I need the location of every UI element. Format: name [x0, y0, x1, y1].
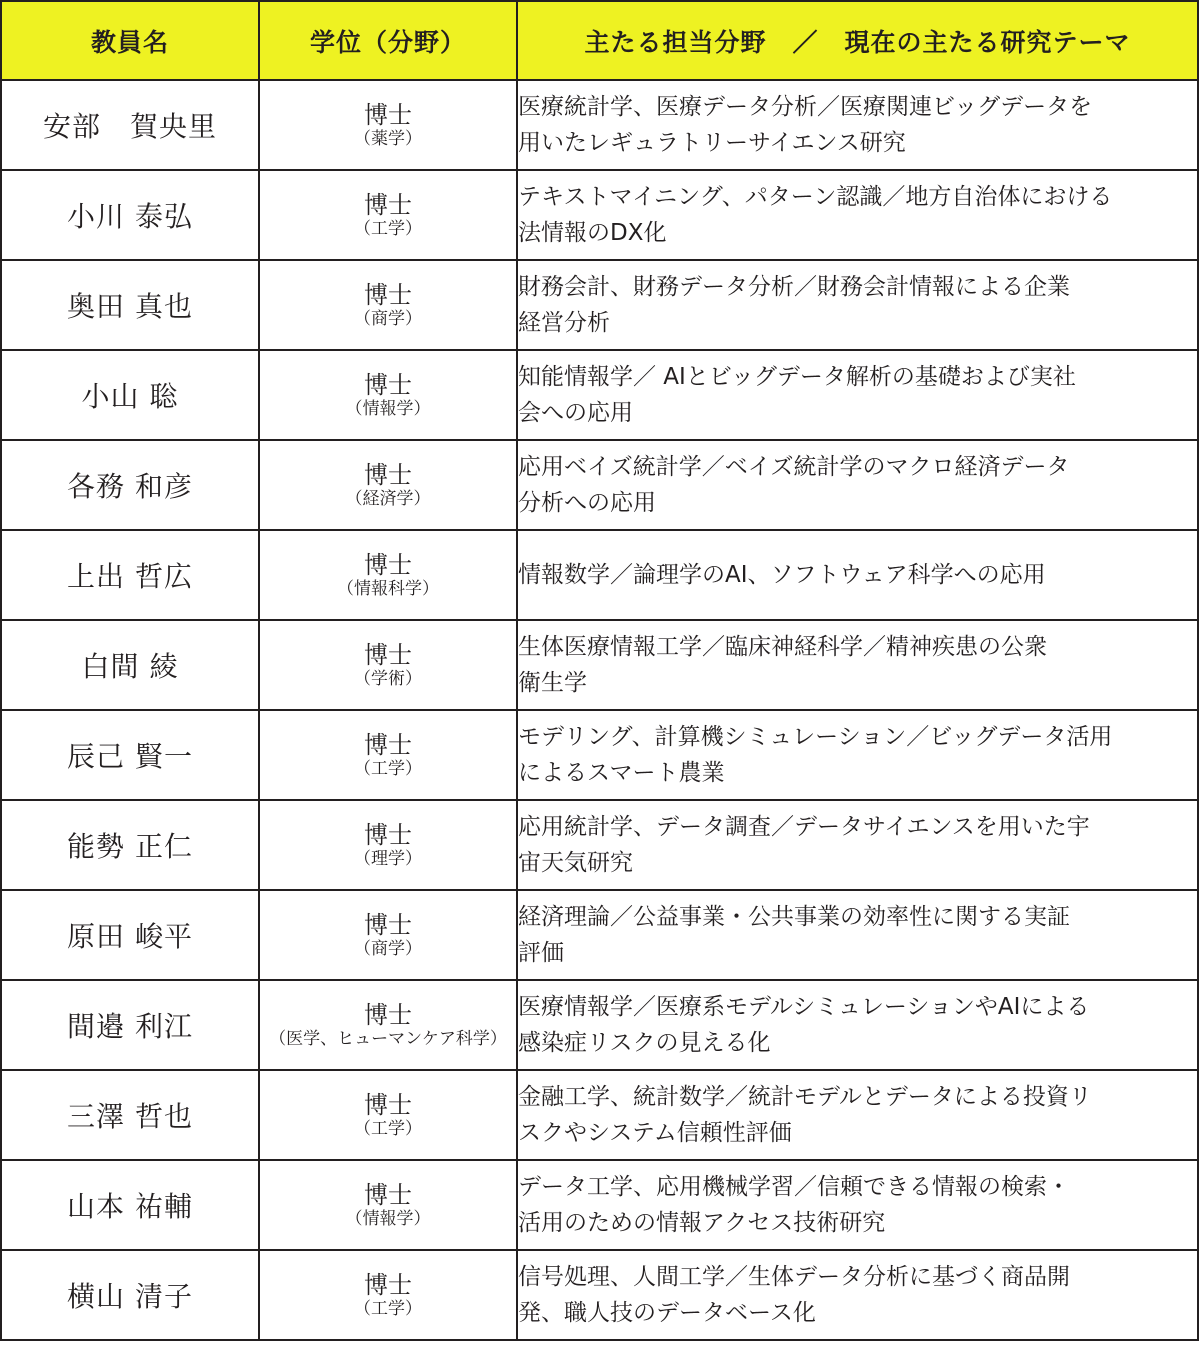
- research-line: によるスマート農業: [518, 760, 725, 786]
- degree-cell: [259, 350, 517, 440]
- faculty-name: 原田 峻平: [1, 890, 259, 980]
- research-cell: [517, 890, 1198, 980]
- faculty-name: 間邉 利江: [1, 980, 259, 1070]
- research-line: 発、職人技のデータベース化: [518, 1300, 816, 1326]
- research-cell: [517, 440, 1198, 530]
- degree-field: （情報学）: [345, 1208, 431, 1229]
- table-row: [1, 980, 1198, 1070]
- research-line: モデリング、計算機シミュレーション／ビッグデータ活用: [518, 724, 1113, 750]
- table-row: [1, 530, 1198, 620]
- research-cell: [517, 530, 1198, 620]
- faculty-name: 小川 泰弘: [1, 170, 259, 260]
- research-cell: [517, 80, 1198, 170]
- faculty-name: 上出 哲広: [1, 530, 259, 620]
- faculty-name: 白間 綾: [1, 620, 259, 710]
- faculty-name: 辰己 賢一: [1, 710, 259, 800]
- faculty-name: 奥田 真也: [1, 260, 259, 350]
- faculty-name: 山本 祐輔: [1, 1160, 259, 1250]
- degree-field: （学術）: [354, 668, 422, 689]
- table-row: [1, 620, 1198, 710]
- research-line: 財務会計、財務データ分析／財務会計情報による企業: [518, 274, 1070, 300]
- header-research: 主たる担当分野 ／ 現在の主たる研究テーマ: [517, 1, 1198, 80]
- degree-title: 博士: [364, 370, 412, 399]
- faculty-name: 三澤 哲也: [1, 1070, 259, 1160]
- faculty-name: 安部 賀央里: [1, 80, 259, 170]
- research-cell: [517, 1160, 1198, 1250]
- degree-cell: [259, 170, 517, 260]
- faculty-name: 能勢 正仁: [1, 800, 259, 890]
- research-cell: [517, 1250, 1198, 1340]
- degree-cell: [259, 1070, 517, 1160]
- research-line: 知能情報学／ AIとビッグデータ解析の基礎および実社: [518, 364, 1076, 390]
- degree-title: 博士: [364, 190, 412, 219]
- table-row: [1, 350, 1198, 440]
- degree-cell: [259, 1160, 517, 1250]
- table-row: [1, 710, 1198, 800]
- research-line: 応用統計学、データ調査／データサイエンスを用いた宇: [518, 814, 1090, 840]
- header-name: 教員名: [1, 1, 259, 80]
- degree-title: 博士: [364, 1000, 412, 1029]
- degree-cell: [259, 620, 517, 710]
- degree-field: （商学）: [354, 308, 422, 329]
- degree-field: （工学）: [354, 218, 422, 239]
- degree-cell: [259, 800, 517, 890]
- research-line: 宙天気研究: [518, 850, 633, 876]
- research-line: 医療情報学／医療系モデルシミュレーションやAIによる: [518, 994, 1090, 1020]
- research-line: 医療統計学、医療データ分析／医療関連ビッグデータを: [518, 94, 1093, 120]
- table-row: [1, 890, 1198, 980]
- faculty-name: 小山 聡: [1, 350, 259, 440]
- degree-cell: [259, 260, 517, 350]
- research-cell: [517, 980, 1198, 1070]
- degree-field: （工学）: [354, 758, 422, 779]
- research-cell: [517, 620, 1198, 710]
- degree-field: （工学）: [354, 1118, 422, 1139]
- table-row: [1, 260, 1198, 350]
- research-line: 応用ベイズ統計学／ベイズ統計学のマクロ経済データ: [518, 454, 1070, 480]
- degree-cell: [259, 710, 517, 800]
- degree-cell: [259, 530, 517, 620]
- research-line: スクやシステム信頼性評価: [518, 1120, 792, 1146]
- research-line: 感染症リスクの見える化: [518, 1030, 771, 1056]
- research-cell: [517, 710, 1198, 800]
- research-line: 生体医療情報工学／臨床神経科学／精神疾患の公衆: [518, 634, 1047, 660]
- degree-field: （工学）: [354, 1298, 422, 1319]
- research-cell: [517, 170, 1198, 260]
- research-line: 情報数学／論理学のAI、ソフトウェア科学への応用: [518, 562, 1046, 588]
- research-line: 金融工学、統計数学／統計モデルとデータによる投資リ: [518, 1084, 1092, 1110]
- degree-field: （薬学）: [354, 128, 422, 149]
- degree-field: （情報学）: [345, 398, 431, 419]
- research-cell: [517, 800, 1198, 890]
- degree-title: 博士: [364, 460, 412, 489]
- research-line: 信号処理、人間工学／生体データ分析に基づく商品開: [518, 1264, 1070, 1290]
- degree-field: （理学）: [354, 848, 422, 869]
- degree-title: 博士: [364, 280, 412, 309]
- degree-cell: [259, 890, 517, 980]
- research-line: 用いたレギュラトリーサイエンス研究: [518, 130, 906, 156]
- research-line: 分析への応用: [518, 490, 656, 516]
- degree-title: 博士: [364, 1180, 412, 1209]
- degree-title: 博士: [364, 820, 412, 849]
- research-line: 活用のための情報アクセス技術研究: [518, 1210, 886, 1236]
- table-row: [1, 1160, 1198, 1250]
- research-line: 法情報のDX化: [518, 220, 667, 246]
- degree-title: 博士: [364, 640, 412, 669]
- faculty-name: 各務 和彦: [1, 440, 259, 530]
- research-line: 会への応用: [518, 400, 633, 426]
- table-row: [1, 1250, 1198, 1340]
- degree-field: （情報科学）: [337, 578, 439, 599]
- degree-title: 博士: [364, 730, 412, 759]
- degree-title: 博士: [364, 550, 412, 579]
- degree-title: 博士: [364, 100, 412, 129]
- degree-cell: [259, 1250, 517, 1340]
- faculty-name: 横山 清子: [1, 1250, 259, 1340]
- research-line: 経済理論／公益事業・公共事業の効率性に関する実証: [518, 904, 1070, 930]
- degree-cell: [259, 980, 517, 1070]
- degree-field: （経済学）: [345, 488, 431, 509]
- table-row: [1, 1070, 1198, 1160]
- degree-title: 博士: [364, 1090, 412, 1119]
- degree-field: （商学）: [354, 938, 422, 959]
- degree-title: 博士: [364, 1270, 412, 1299]
- table-row: [1, 170, 1198, 260]
- research-cell: [517, 350, 1198, 440]
- research-line: データ工学、応用機械学習／信頼できる情報の検索・: [518, 1174, 1070, 1200]
- degree-title: 博士: [364, 910, 412, 939]
- research-line: 評価: [518, 940, 564, 966]
- header-row: [1, 1, 1198, 80]
- table-row: [1, 80, 1198, 170]
- research-cell: [517, 1070, 1198, 1160]
- degree-cell: [259, 440, 517, 530]
- degree-cell: [259, 80, 517, 170]
- header-degree: 学位（分野）: [259, 1, 517, 80]
- research-line: 経営分析: [518, 310, 610, 336]
- table-row: [1, 800, 1198, 890]
- degree-field: （医学、ヒューマンケア科学）: [269, 1028, 507, 1049]
- research-line: 衛生学: [518, 670, 587, 696]
- research-cell: [517, 260, 1198, 350]
- research-line: テキストマイニング、パターン認識／地方自治体における: [518, 184, 1113, 210]
- table-row: [1, 440, 1198, 530]
